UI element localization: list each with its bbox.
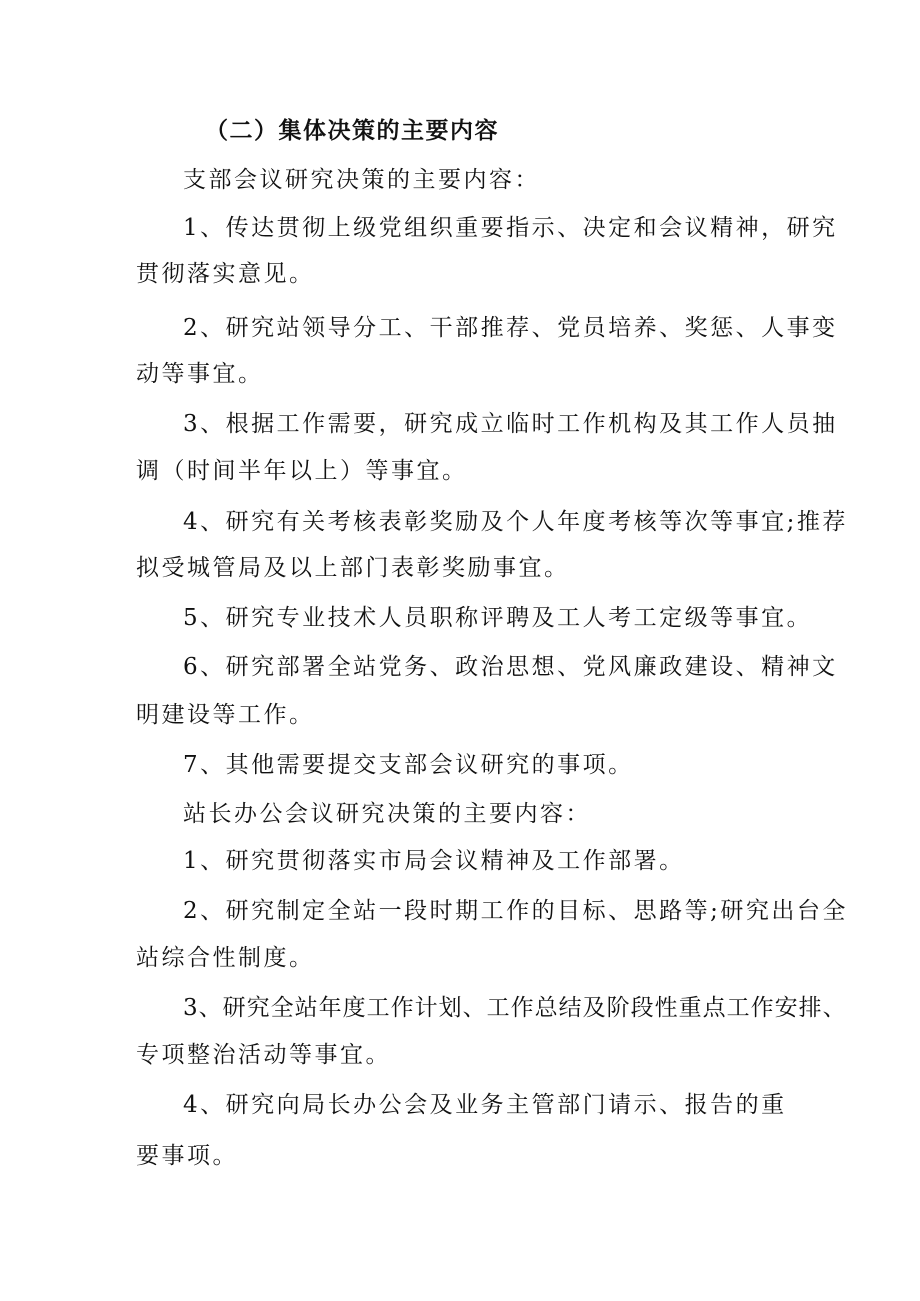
branch-item-4-line-1: 4、研究有关考核表彰奖励及个人年度考核等次等事宜;推荐 — [183, 509, 848, 535]
section-heading: （二）集体决策的主要内容 — [205, 118, 499, 144]
office-item-2-line-1: 2、研究制定全站一段时期工作的目标、思路等;研究出台全 — [183, 898, 848, 924]
branch-item-5: 5、研究专业技术人员职称评聘及工人考工定级等事宜。 — [183, 605, 813, 631]
office-item-2-line-2: 站综合性制度。 — [136, 945, 315, 971]
branch-item-7: 7、其他需要提交支部会议研究的事项。 — [183, 752, 634, 778]
branch-item-2-line-1: 2、研究站领导分工、干部推荐、党员培养、奖惩、人事变 — [183, 315, 838, 341]
office-item-1: 1、研究贯彻落实市局会议精神及工作部署。 — [183, 848, 685, 874]
branch-item-3-line-1: 3、根据工作需要，研究成立临时工作机构及其工作人员抽 — [183, 411, 838, 437]
branch-item-1-line-1: 1、传达贯彻上级党组织重要指示、决定和会议精神，研究 — [183, 215, 838, 241]
branch-item-1-line-2: 贯彻落实意见。 — [136, 261, 315, 287]
office-meeting-intro: 站长办公会议研究决策的主要内容： — [183, 801, 591, 827]
office-item-3-line-2: 专项整治活动等事宜。 — [136, 1042, 391, 1068]
branch-item-4-line-2: 拟受城管局及以上部门表彰奖励事宜。 — [136, 555, 570, 581]
office-item-3-line-1: 3、研究全站年度工作计划、工作总结及阶段性重点工作安排、 — [183, 995, 847, 1021]
branch-item-2-line-2: 动等事宜。 — [136, 361, 264, 387]
branch-meeting-intro: 支部会议研究决策的主要内容： — [183, 167, 540, 193]
office-item-4-line-2: 要事项。 — [136, 1143, 238, 1169]
office-item-4-line-1: 4、研究向局长办公会及业务主管部门请示、报告的重 — [183, 1092, 787, 1118]
branch-item-3-line-2: 调（时间半年以上）等事宜。 — [136, 458, 468, 484]
branch-item-6-line-1: 6、研究部署全站党务、政治思想、党风廉政建设、精神文 — [183, 654, 838, 680]
branch-item-6-line-2: 明建设等工作。 — [136, 702, 315, 728]
